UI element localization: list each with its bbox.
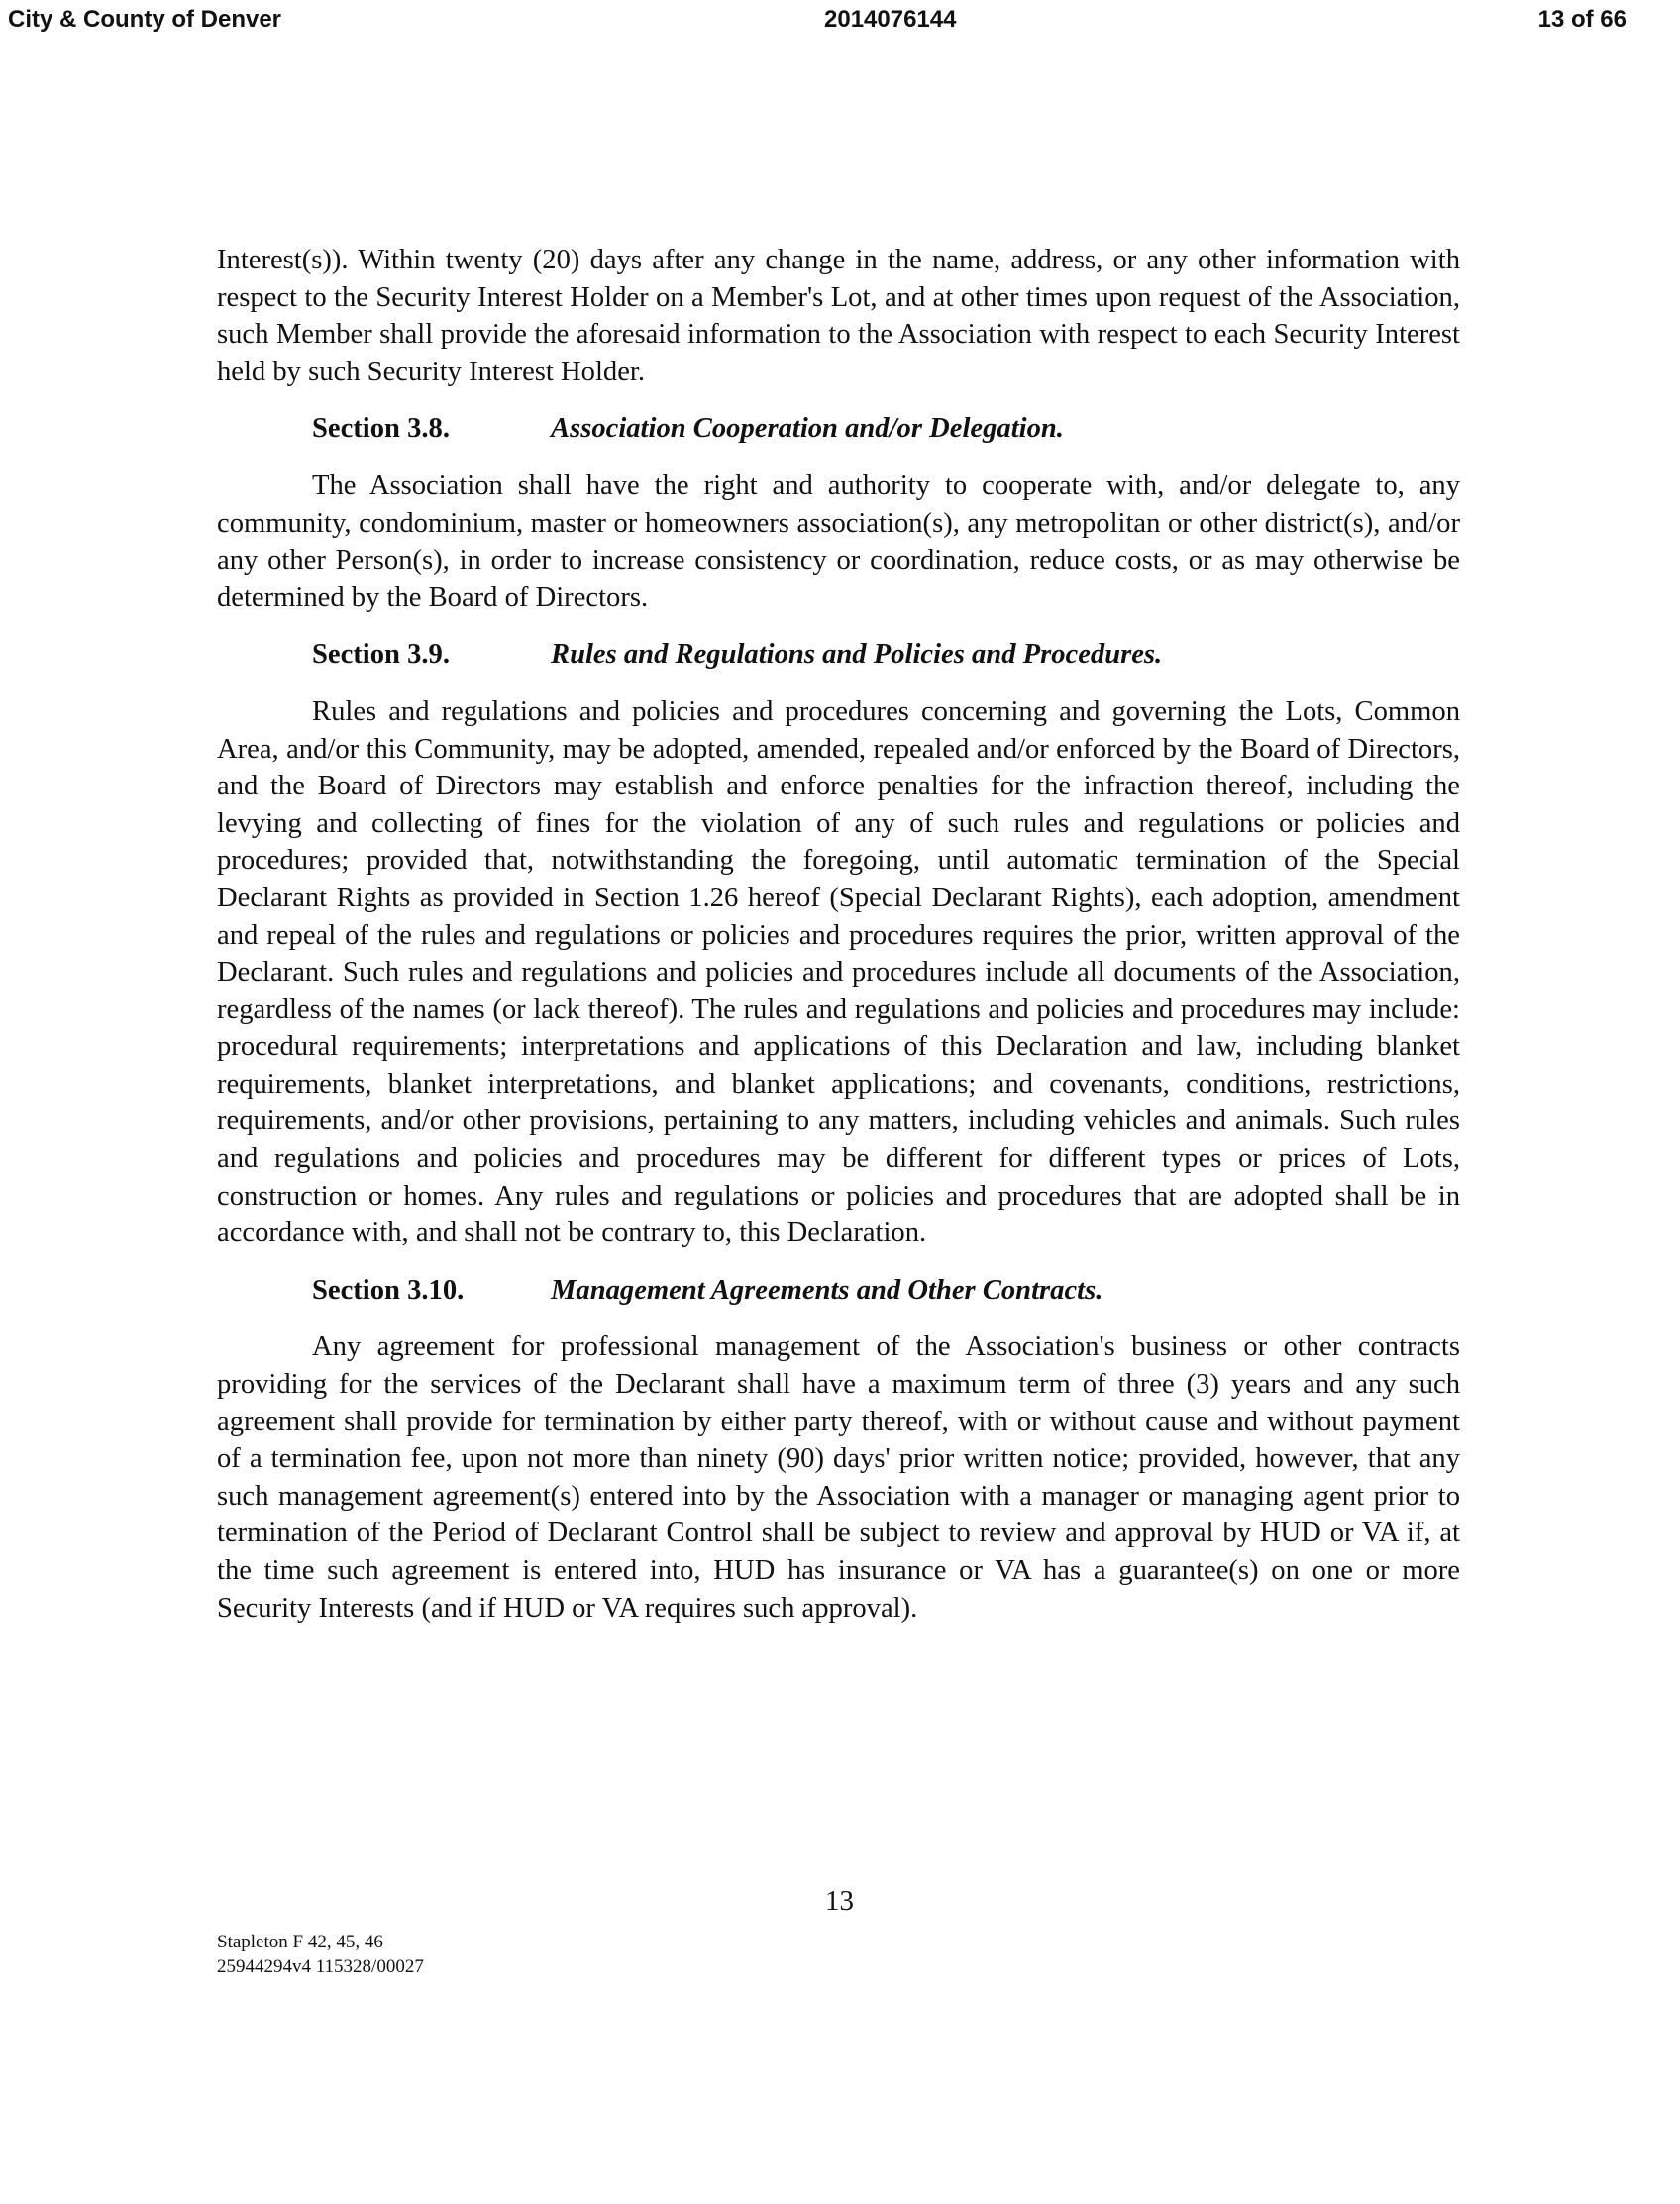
document-body [217,242,1460,1627]
header-page-count: 13 of 66 [1537,6,1627,33]
section-heading-3-10 [217,1272,1460,1310]
section-title: Management Agreements and Other Contracts. [551,1274,1103,1306]
section-title: Rules and Regulations and Policies and Procedures. [551,639,1163,671]
section-number: Section 3.10. [312,1274,465,1306]
header-county: City & County of Denver [8,6,282,33]
section-title: Association Cooperation and/or Delegation. [551,413,1064,445]
document-header [0,0,1680,44]
paragraph-continuation: Interest(s)). Within twenty (20) days after any change in the name, address, or any other information with respect to the Security Interest Holder on a Member's Lot, and at other times upon request of the Association, such Member shall provide the aforesaid information to the Association with respect to each Security Interest held by such Security Interest Holder. [217,245,1460,387]
section-number: Section 3.9. [312,639,450,671]
section-heading-3-9 [217,636,1460,674]
page-number: 13 [825,1885,854,1917]
section-number: Section 3.8. [312,413,450,445]
paragraph-3-8: The Association shall have the right and authority to cooperate with, and/or delegate to, any community, condominium, master or homeowners association(s), any metropolitan or other district(s), and/or any other Person(s), in order to increase consistency or coordination, reduce costs, or as may otherwise be determined by the Board of Directors. [217,470,1460,613]
paragraph-3-10: Any agreement for professional management of the Association's business or other contracts providing for the services of the Declarant shall have a maximum term of three (3) years and any such agreement shall provide for termination by either party thereof, with or without cause and without payment of a termination fee, upon not more than ninety (90) days' prior written notice; provided, however, that any such management agreement(s) entered into by the Association with a manager or managing agent prior to termination of the Period of Declarant Control shall be subject to review and approval by HUD or VA if, at the time such agreement is entered into, HUD has insurance or VA has a guarantee(s) on one or more Security Interests (and if HUD or VA requires such approval). [217,1331,1460,1624]
header-reception-number: 2014076144 [824,6,957,33]
footer-ref-line-1: Stapleton F 42, 45, 46 [217,1932,383,1952]
paragraph-3-9: Rules and regulations and policies and procedures concerning and governing the Lots, Common Area, and/or this Community, may be adopted, amended, repealed and/or enforced by the Board of Directors, and the Board of Directors may establish and enforce penalties for the infraction thereof, including the levying and collecting of fines for the violation of any of such rules and regulations or policies and procedures; provided that, notwithstanding the foregoing, until automatic termination of the Special Declarant Rights as provided in Section 1.26 hereof (Special Declarant Rights), each adoption, amendment and repeal of the rules and regulations or policies and procedures requires the prior, written approval of the Declarant. Such rules and regulations and policies and procedures include all documents of the Association, regardless of the names (or lack thereof). The rules and regulations and policies and procedures may include: procedural requirements; interpretations and applications of this Declaration and law, including blanket requirements, blanket interpretations, and blanket applications; and covenants, conditions, restrictions, requirements, and/or other provisions, pertaining to any matters, including vehicles and animals. Such rules and regulations and policies and procedures may be different for different types or prices of Lots, construction or homes. Any rules and regulations or policies and procedures that are adopted shall be in accordance with, and shall not be contrary to, this Declaration. [217,695,1460,1249]
section-heading-3-8 [217,410,1460,448]
footer-document-reference [217,1930,424,1979]
footer-ref-line-2: 25944294v4 115328/00027 [217,1956,424,1977]
